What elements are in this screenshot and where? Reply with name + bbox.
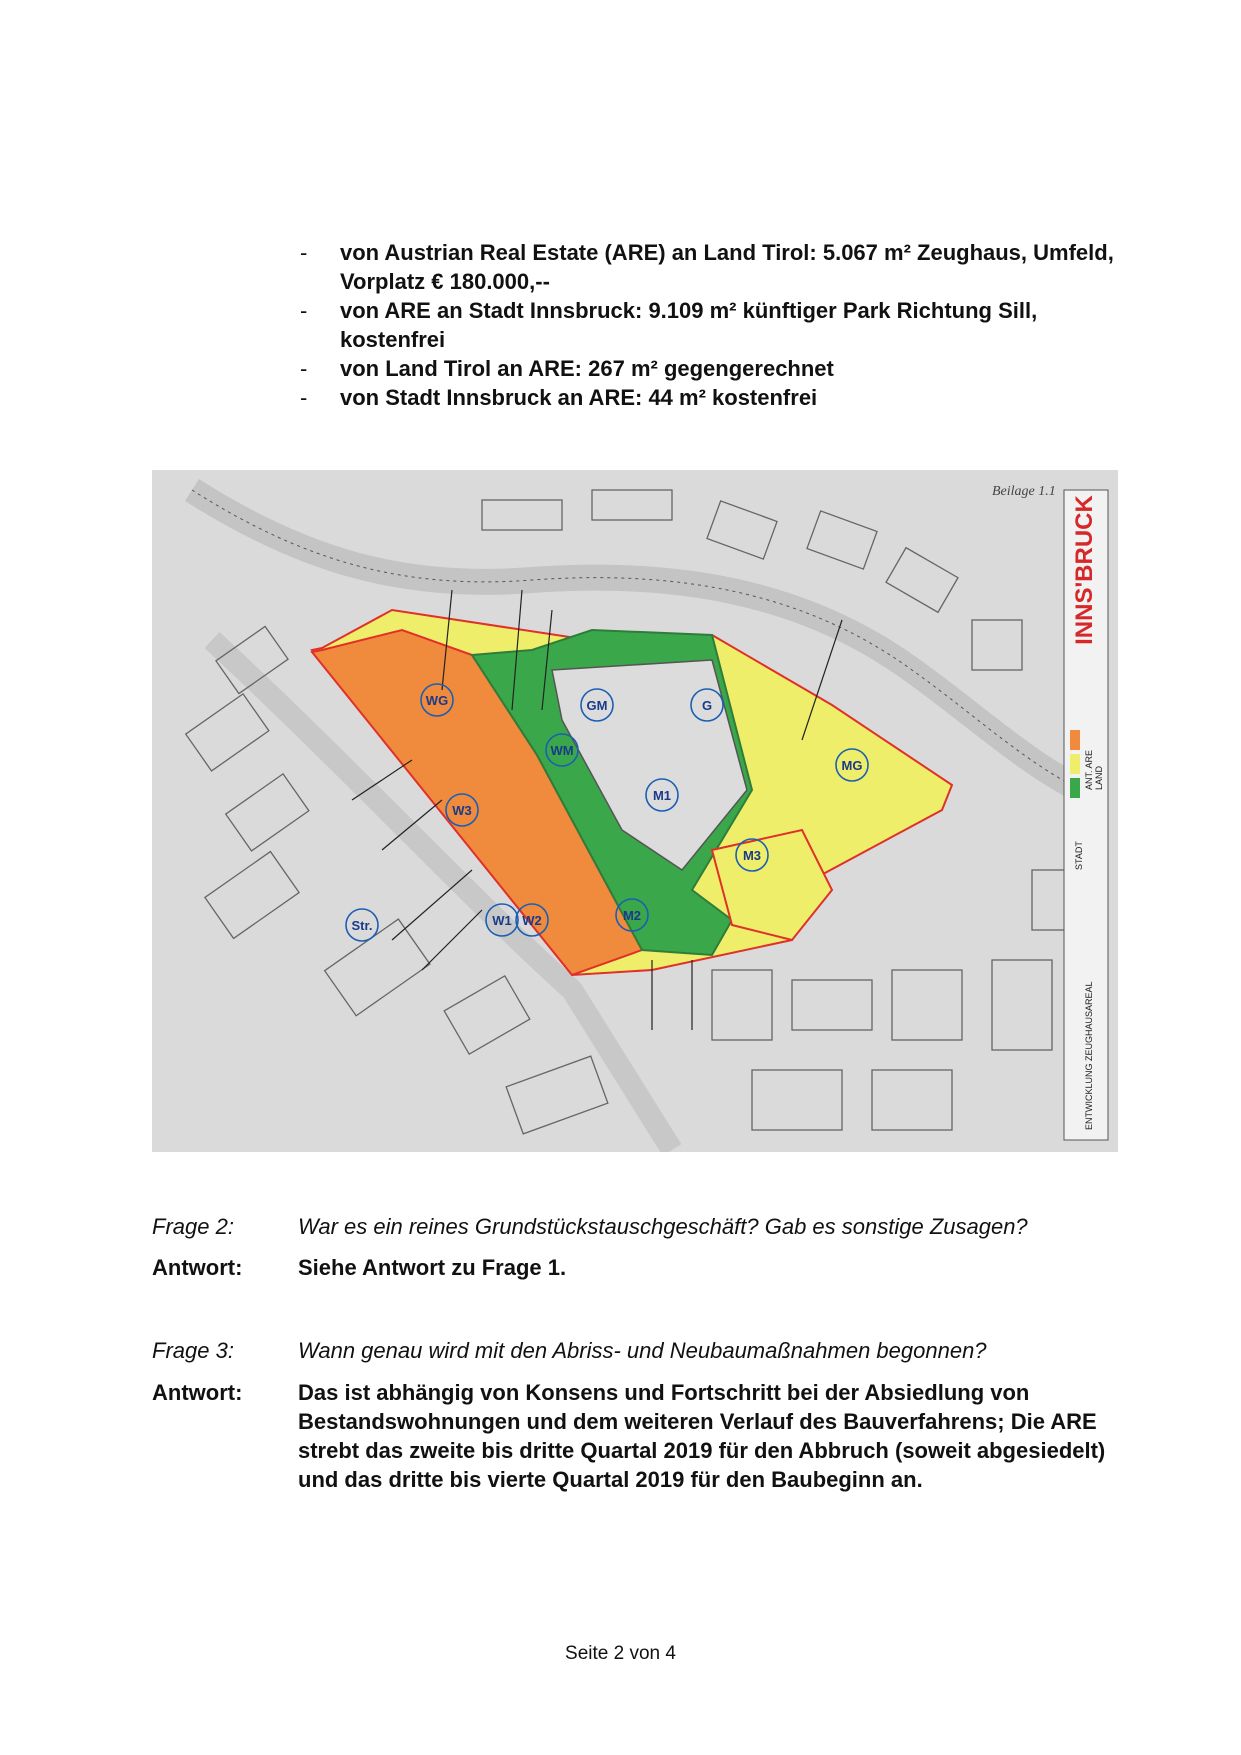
question-3 <box>152 1336 1112 1365</box>
list-item-text: von ARE an Stadt Innsbruck: 9.109 m² künftiger Park Richtung Sill, kostenfrei <box>340 298 1038 352</box>
innsbruck-logo: INNS'BRUCK <box>1071 495 1098 645</box>
bullet-dash: - <box>300 356 308 381</box>
site-plan-map <box>152 470 1118 1152</box>
legend-row: ANT. ARE <box>1084 749 1094 790</box>
legend-row: LAND <box>1094 765 1104 790</box>
bullet-dash: - <box>300 298 308 323</box>
zone-label: GM <box>586 698 608 713</box>
zone-label: W3 <box>452 803 472 818</box>
bullet-dash: - <box>300 240 308 265</box>
answer-text: Siehe Antwort zu Frage 1. <box>298 1255 567 1280</box>
question-text: Wann genau wird mit den Abriss- und Neubaumaßnahmen begonnen? <box>298 1338 987 1363</box>
legend-row: STADT <box>1074 841 1084 870</box>
legend-swatch-orange <box>1070 730 1080 750</box>
answer-label: Antwort: <box>152 1255 243 1280</box>
list-item <box>300 296 1130 354</box>
legend-swatch-green <box>1070 778 1080 798</box>
annotation-beilage: Beilage 1.1 <box>992 484 1056 499</box>
list-item-text: von Stadt Innsbruck an ARE: 44 m² kostenfrei <box>340 385 818 410</box>
zone-label: M1 <box>652 788 672 803</box>
list-item-text: von Austrian Real Estate (ARE) an Land Tirol: 5.067 m² Zeughaus, Umfeld, Vorplatz € 180.000,-- <box>340 240 1114 294</box>
zone-label: M3 <box>742 848 762 863</box>
question-text: War es ein reines Grundstückstauschgeschäft? Gab es sonstige Zusagen? <box>298 1214 1028 1239</box>
answer-3 <box>152 1378 1112 1494</box>
zone-label: W1 <box>492 913 512 928</box>
answer-text: Das ist abhängig von Konsens und Fortschritt bei der Absiedlung von Bestandswohnungen und dem weiteren Verlauf des Bauverfahrens; Die ARE strebt das zweite bis dritte Quartal 2019 für den Abbruch (soweit abgesiedelt) und das dritte bis vierte Quartal 2019 für den Baubeginn an. <box>298 1380 1106 1492</box>
list-item <box>300 354 1130 383</box>
legend-title: ENTWICKLUNG ZEUGHAUSAREAL <box>1084 981 1094 1130</box>
zone-label: Str. <box>351 918 373 933</box>
zone-label: G <box>701 698 713 713</box>
zone-label: WG <box>425 693 449 708</box>
site-plan-drawing <box>152 470 1118 1152</box>
zone-label: W2 <box>522 913 542 928</box>
legend-swatch-yellow <box>1070 754 1080 774</box>
list-item-text: von Land Tirol an ARE: 267 m² gegengerechnet <box>340 356 834 381</box>
question-label: Frage 3: <box>152 1338 234 1363</box>
question-2 <box>152 1212 1112 1241</box>
zone-label: M2 <box>622 908 642 923</box>
list-item <box>300 238 1130 296</box>
zone-label: WM <box>550 743 574 758</box>
list-item <box>300 383 1130 412</box>
page-footer: Seite 2 von 4 <box>565 1643 676 1664</box>
zone-label: MG <box>841 758 863 773</box>
answer-label: Antwort: <box>152 1380 243 1405</box>
bullet-dash: - <box>300 385 308 410</box>
transfer-list <box>300 238 1130 412</box>
answer-2 <box>152 1253 1112 1282</box>
question-label: Frage 2: <box>152 1214 234 1239</box>
